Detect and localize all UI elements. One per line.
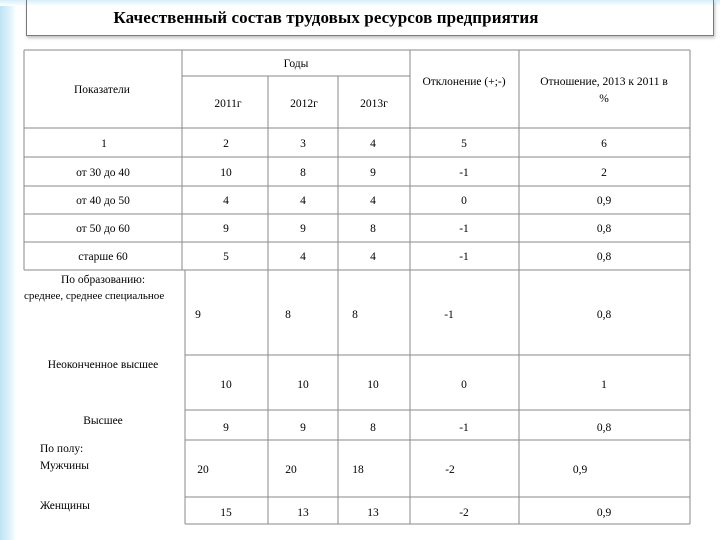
page-title: Качественный состав трудовых ресурсов предприятия (113, 8, 539, 27)
cell-ratio: 0,8 (596, 251, 612, 263)
education-heading: По образованию: (60, 274, 146, 286)
cell-ratio: 0,9 (572, 464, 588, 476)
row-label: от 30 до 40 (76, 167, 130, 179)
cell-2011: 4 (223, 195, 229, 207)
cell-deviation: -2 (445, 464, 455, 476)
gender-heading: По полу: (40, 443, 84, 455)
cell-2011: 15 (220, 507, 232, 519)
col-number: 5 (461, 138, 467, 150)
cell-2012: 9 (300, 422, 306, 434)
cell-ratio: 0,8 (596, 309, 612, 321)
cell-deviation: -1 (459, 422, 469, 434)
header-years: Годы (283, 58, 309, 70)
cell-2013: 10 (367, 379, 379, 391)
col-number: 4 (370, 138, 376, 150)
education-higher-label: Высшее (83, 415, 123, 427)
col-number: 2 (223, 138, 229, 150)
cell-2013: 4 (370, 251, 376, 263)
education-secondary-label: среднее, среднее специальное (24, 290, 165, 302)
cell-deviation: 0 (461, 379, 467, 391)
cell-ratio: 0,8 (596, 422, 612, 434)
cell-2013: 13 (367, 507, 379, 519)
cell-ratio: 0,9 (596, 195, 612, 207)
cell-ratio: 0,9 (596, 507, 612, 519)
col-number: 6 (601, 138, 607, 150)
cell-2012: 10 (297, 379, 309, 391)
cell-2011: 20 (197, 464, 209, 476)
cell-2012: 20 (285, 464, 297, 476)
cell-2011: 10 (220, 167, 232, 179)
cell-2012: 13 (297, 507, 309, 519)
header-2011: 2011г (214, 98, 242, 110)
cell-2013: 9 (370, 167, 376, 179)
col-number: 3 (300, 138, 306, 150)
cell-2011: 10 (220, 379, 232, 391)
cell-2011: 9 (195, 309, 201, 321)
cell-2011: 5 (223, 251, 229, 263)
cell-deviation: 0 (461, 195, 467, 207)
cell-2013: 4 (370, 195, 376, 207)
cell-2012: 9 (300, 223, 306, 235)
header-2012: 2012г (290, 98, 318, 110)
cell-deviation: -1 (459, 251, 469, 263)
education-incomplete-label: Неоконченное высшее (47, 359, 159, 371)
cell-2012: 8 (300, 167, 306, 179)
cell-deviation: -1 (444, 309, 454, 321)
gender-men-label: Мужчины (40, 460, 90, 472)
cell-2011: 9 (223, 223, 229, 235)
cell-deviation: -2 (459, 507, 469, 519)
cell-deviation: -1 (459, 223, 469, 235)
cell-2012: 4 (300, 251, 306, 263)
row-label: старше 60 (78, 251, 128, 263)
header-deviation: Отклонение (+;-) (422, 76, 506, 88)
cell-2013: 8 (352, 309, 358, 321)
cell-deviation: -1 (459, 167, 469, 179)
cell-2012: 8 (285, 309, 291, 321)
cell-2012: 4 (300, 195, 306, 207)
row-label: от 40 до 50 (76, 195, 130, 207)
cell-2011: 9 (223, 422, 229, 434)
col-number: 1 (101, 138, 107, 150)
header-2013: 2013г (360, 98, 388, 110)
cell-2013: 8 (370, 422, 376, 434)
cell-2013: 8 (370, 223, 376, 235)
cell-ratio: 2 (601, 167, 607, 179)
gender-women-label: Женщины (40, 500, 90, 512)
cell-2013: 18 (352, 464, 364, 476)
header-ratio: Отношение, 2013 к 2011 в % (540, 76, 668, 105)
cell-ratio: 0,8 (596, 223, 612, 235)
cell-ratio: 1 (601, 379, 607, 391)
header-indicators: Показатели (74, 84, 130, 96)
row-label: от 50 до 60 (76, 223, 130, 235)
